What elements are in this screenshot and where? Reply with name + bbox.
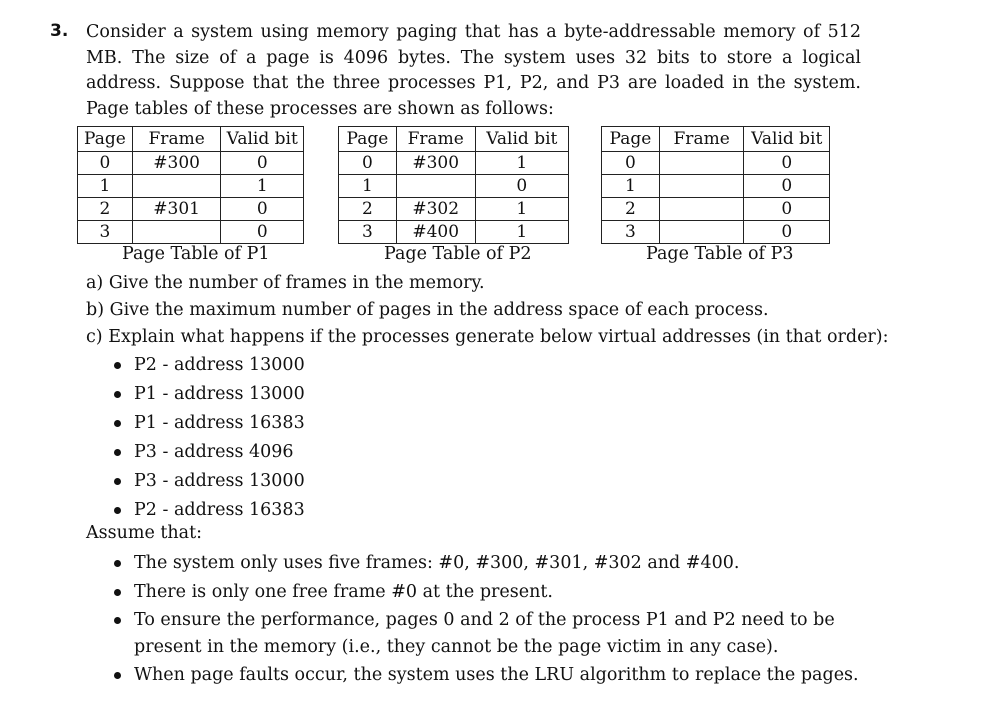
cell-valid: 0 [475,175,568,198]
assumption-list [108,550,868,691]
assume-label: Assume that: [86,523,203,543]
list-item: The system only uses five frames: #0, #300, #301, #302 and #400. [108,550,868,577]
header-valid-bit: Valid bit [221,127,304,152]
page-table-p2 [338,126,569,244]
header-page: Page [339,127,397,152]
table-row [78,175,304,198]
list-item: P3 - address 13000 [108,468,305,497]
cell-page: 0 [339,152,397,175]
list-item: There is only one free frame #0 at the present. [108,579,868,606]
cell-page: 2 [78,198,133,221]
cell-frame [659,221,744,244]
header-page: Page [602,127,660,152]
address-list [108,352,305,526]
cell-valid: 1 [475,221,568,244]
table-row [339,198,569,221]
question-number: 3. [50,21,69,41]
caption-p1: Page Table of P1 [122,244,270,264]
table-row [602,175,830,198]
page-table-p3 [601,126,830,244]
cell-valid: 0 [744,175,830,198]
header-frame: Frame [396,127,475,152]
table-row [339,221,569,244]
list-item: P2 - address 16383 [108,497,305,526]
cell-frame [659,152,744,175]
cell-valid: 0 [221,152,304,175]
cell-page: 3 [602,221,660,244]
cell-frame: #400 [396,221,475,244]
cell-page: 3 [339,221,397,244]
cell-page: 0 [78,152,133,175]
header-frame: Frame [132,127,221,152]
cell-page: 3 [78,221,133,244]
table-header-row [339,127,569,152]
cell-frame: #302 [396,198,475,221]
table-row [602,152,830,175]
list-item: P3 - address 4096 [108,439,305,468]
cell-frame [659,198,744,221]
cell-valid: 0 [744,152,830,175]
caption-p3: Page Table of P3 [646,244,794,264]
table-row [339,152,569,175]
cell-valid: 0 [744,198,830,221]
table-row [602,198,830,221]
cell-frame [396,175,475,198]
cell-valid: 0 [221,198,304,221]
cell-page: 1 [602,175,660,198]
cell-page: 0 [602,152,660,175]
cell-page: 1 [78,175,133,198]
table-row [78,152,304,175]
cell-valid: 0 [221,221,304,244]
table-row [78,221,304,244]
table-header-row [78,127,304,152]
subquestion-b: b) Give the maximum number of pages in the address space of each process. [86,300,769,320]
cell-page: 1 [339,175,397,198]
table-row [602,221,830,244]
header-valid-bit: Valid bit [475,127,568,152]
cell-valid: 1 [475,198,568,221]
table-row [78,198,304,221]
cell-frame [132,175,221,198]
table-header-row [602,127,830,152]
cell-page: 2 [339,198,397,221]
cell-valid: 1 [221,175,304,198]
cell-frame [659,175,744,198]
caption-p2: Page Table of P2 [384,244,532,264]
header-valid-bit: Valid bit [744,127,830,152]
header-page: Page [78,127,133,152]
cell-frame: #300 [396,152,475,175]
page-table-p1 [77,126,304,244]
table-row [339,175,569,198]
question-intro: Consider a system using memory paging that has a byte-addressable memory of 512 MB. The size of a page is 4096 bytes. The system uses 32 bits to store a logical address. Suppose that the three processes P1, P2, and P3 are loaded in the system. Page tables of these processes are shown as follows: [86,22,861,119]
cell-valid: 1 [475,152,568,175]
list-item: P1 - address 16383 [108,410,305,439]
header-frame: Frame [659,127,744,152]
cell-page: 2 [602,198,660,221]
cell-valid: 0 [744,221,830,244]
list-item: P2 - address 13000 [108,352,305,381]
cell-frame: #301 [132,198,221,221]
cell-frame: #300 [132,152,221,175]
list-item: When page faults occur, the system uses the LRU algorithm to replace the pages. [108,662,868,689]
list-item: P1 - address 13000 [108,381,305,410]
list-item: To ensure the performance, pages 0 and 2 of the process P1 and P2 need to be present in the memory (i.e., they cannot be the page victim in any case). [108,607,868,660]
subquestion-list [86,270,889,351]
cell-frame [132,221,221,244]
subquestion-c: c) Explain what happens if the processes generate below virtual addresses (in that order): [86,327,889,347]
subquestion-a: a) Give the number of frames in the memory. [86,273,485,293]
